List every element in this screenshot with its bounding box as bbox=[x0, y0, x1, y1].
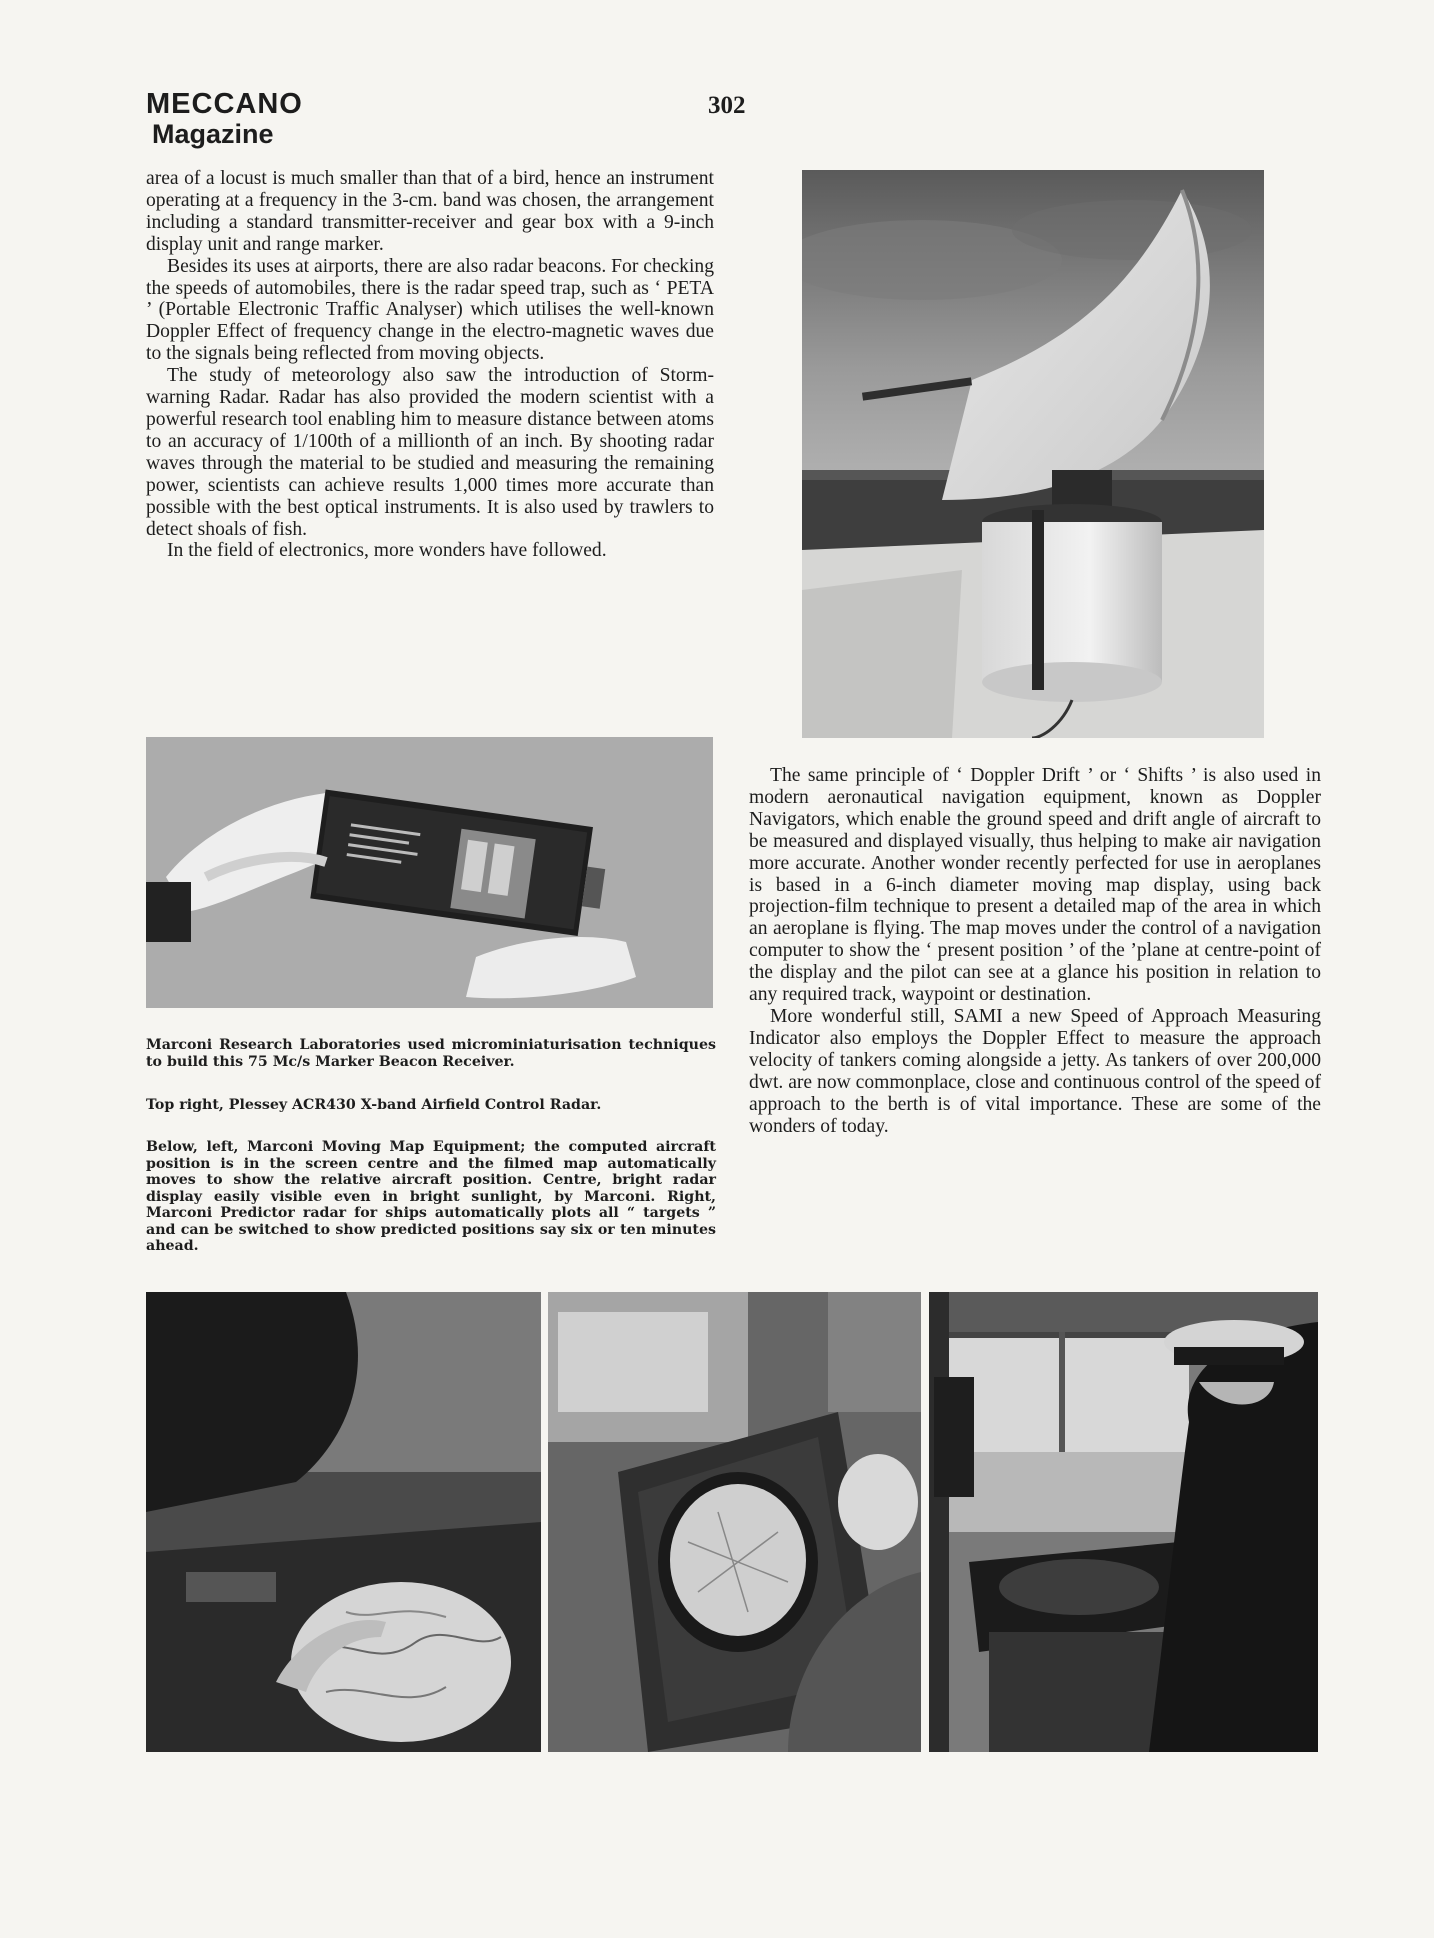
caption-receiver: Marconi Research Laboratories used microminiaturisation techniques to build this 75 Mc/s Marker Beacon Receiver. bbox=[146, 1037, 716, 1070]
paragraph: More wonderful still, SAMI a new Speed of Approach Measuring Indicator also employs the Doppler Effect to measure the approach velocity of tankers coming alongside a jetty. As tankers of over 200,000 dwt. are now commonplace, close and continuous control of the speed of approach to the berth is of vital importance. These are some of the wonders of today. bbox=[749, 1005, 1321, 1137]
paragraph: The same principle of ‘ Doppler Drift ’ or ‘ Shifts ’ is also used in modern aeronautical navigation equipment, known as Doppler Navigators, which enable the ground speed and drift angle of aircraft to be measured and displayed visually, thus helping to make air navigation more accurate. Another wonder recently perfected for use in aeroplanes is based in a 6-inch diameter moving map display, using back projection-film technique to present a detailed map of the area in which an aeroplane is flying. The map moves under the control of a navigation computer to show the ‘ present position ’ of the ’plane at centre-point of the display and the pilot can see at a glance his position in relation to any required track, waypoint or destination. bbox=[749, 765, 1321, 1006]
moving-map-photo bbox=[146, 1292, 541, 1752]
left-text-column bbox=[146, 168, 714, 562]
airfield-radar-photo bbox=[802, 170, 1264, 738]
paragraph: Besides its uses at airports, there are also radar beacons. For checking the speeds of automobiles, there is the radar speed trap, such as ‘ PETA ’ (Portable Electronic Traffic Analyser) which utilises the well-known Doppler Effect of frequency change in the electro-magnetic waves due to the signals being reflected from moving objects. bbox=[146, 255, 714, 365]
magazine-masthead bbox=[146, 90, 303, 148]
radar-display-photo bbox=[548, 1292, 921, 1752]
masthead-line1: MECCANO bbox=[146, 88, 303, 120]
caption-below: Below, left, Marconi Moving Map Equipment; the computed aircraft position is in the screen centre and the filmed map automatically moves to show the relative aircraft position. Centre, bright radar display easily visible even in bright sunlight, by Marconi. Right, Marconi Predictor radar for ships automatically plots all “ targets ” and can be switched to show predicted positions say six or ten minutes ahead. bbox=[146, 1139, 716, 1254]
marker-beacon-receiver-photo bbox=[146, 737, 713, 1008]
predictor-radar-bridge-photo bbox=[929, 1292, 1318, 1752]
masthead-line2: Magazine bbox=[152, 119, 274, 149]
paragraph: area of a locust is much smaller than that of a bird, hence an instrument operating at a frequency in the 3-cm. band was chosen, the arrangement including a standard transmitter-receiver and gear box with a 9-inch display unit and range marker. bbox=[146, 168, 714, 255]
paragraph: In the field of electronics, more wonders have followed. bbox=[167, 540, 607, 562]
paragraph: The study of meteorology also saw the introduction of Storm-warning Radar. Radar has also provided the modern scientist with a powerful research tool enabling him to measure distance between atoms to an accuracy of 1/100th of a millionth of an inch. By shooting radar waves through the material to be studied and measuring the remaining power, scientists can achieve results 1,000 times more accurate than possible with the best optical instruments. It is also used by trawlers to detect shoals of fish. bbox=[146, 365, 714, 540]
page-number: 302 bbox=[708, 92, 746, 119]
right-text-column bbox=[749, 765, 1321, 1137]
caption-top-right: Top right, Plessey ACR430 X-band Airfield Control Radar. bbox=[146, 1097, 602, 1113]
